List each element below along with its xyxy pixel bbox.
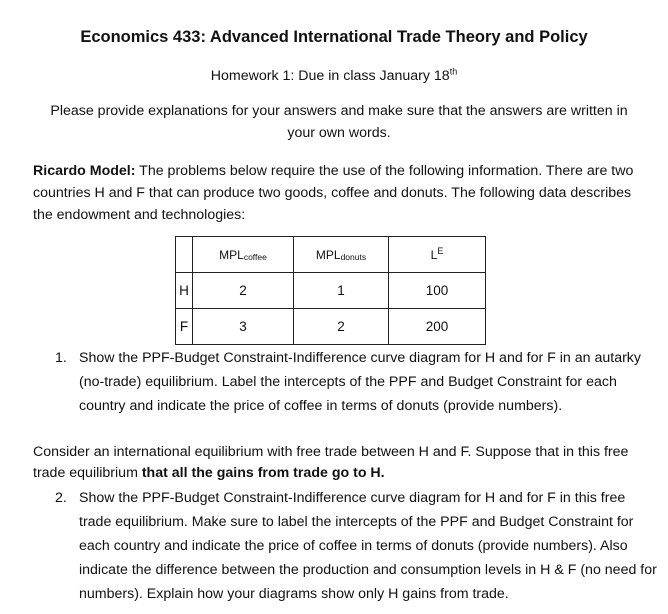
instructions-line-2: your own words. <box>287 125 391 141</box>
question-2 <box>55 486 660 606</box>
homework-line-text: Homework 1: Due in class January 18 <box>210 68 450 84</box>
row-label-f: F <box>176 309 193 345</box>
question-1 <box>55 346 660 418</box>
course-title: Economics 433: Advanced International Trade Theory and Policy <box>80 28 588 46</box>
table-header-row <box>176 237 486 273</box>
cell-f-mpl-coffee: 3 <box>193 309 294 345</box>
table-corner-cell <box>176 237 193 273</box>
header-mpl-coffee: $MPL_{coffee}$ <box>193 237 294 273</box>
ricardo-text: The problems below require the use of the following information. There are two countries H and F that can produce two goods, coffee and donuts. The following data describes the endowment and technologies: <box>33 163 634 223</box>
cell-f-labor: 200 <box>389 309 486 345</box>
instructions-paragraph <box>30 100 648 144</box>
cell-h-mpl-donuts: 1 <box>294 273 389 309</box>
free-trade-paragraph <box>33 442 653 484</box>
cell-f-mpl-donuts: 2 <box>294 309 389 345</box>
technology-table <box>175 236 486 345</box>
question-1-number: 1. <box>55 350 67 366</box>
ricardo-label: Ricardo Model: <box>33 163 136 179</box>
cell-h-mpl-coffee: 2 <box>193 273 294 309</box>
instructions-line-1: Please provide explanations for your answers and make sure that the answers are written in <box>50 103 628 119</box>
question-1-text: Show the PPF-Budget Constraint-Indifference curve diagram for H and for F in an autarky (no-trade) equilibrium. Label the intercepts of the PPF and Budget Constraint for each country and indicate the price of coffee in terms of donuts (provide numbers). <box>79 350 641 414</box>
ricardo-paragraph <box>33 160 653 226</box>
row-label-h: H <box>176 273 193 309</box>
free-trade-bold: that all the gains from trade go to H. <box>141 465 385 481</box>
ordinal-suffix: th <box>449 66 458 77</box>
free-trade-text: Consider an international equilibrium with free trade between H and F. Suppose that in this free trade equilibrium <box>33 444 629 481</box>
homework-due-line <box>0 68 668 84</box>
table-row <box>176 309 486 345</box>
header-mpl-donuts: $MPL_{donuts}$ <box>294 237 389 273</box>
question-2-text: Show the PPF-Budget Constraint-Indifference curve diagram for H and for F in this free trade equilibrium. Make sure to label the intercepts of the PPF and Budget Constraint for each country and indicate the price of coffee in terms of donuts (provide numbers). Also indicate the difference between the production and consumption levels in H & F (no need for numbers). Explain how your diagrams show only H gains from trade. <box>79 490 657 602</box>
header-labor-endowment: $L^E$ <box>389 237 486 273</box>
question-2-number: 2. <box>55 490 67 506</box>
table-row <box>176 273 486 309</box>
cell-h-labor: 100 <box>389 273 486 309</box>
